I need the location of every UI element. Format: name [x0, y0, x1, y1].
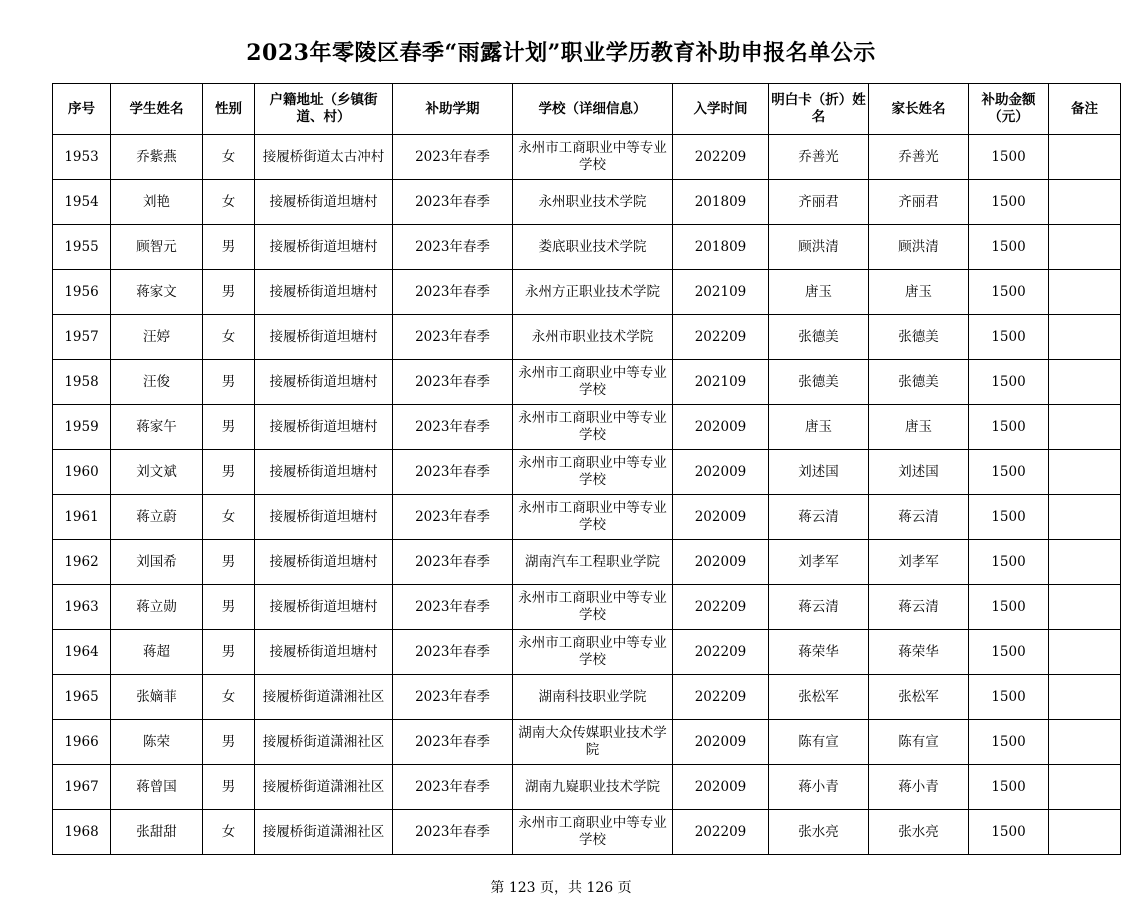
table-row [53, 135, 1121, 180]
table-row [53, 540, 1121, 585]
cell-subsidy-term: 2023年春季 [393, 450, 513, 495]
cell-school: 永州市工商职业中等专业学校 [513, 450, 673, 495]
cell-subsidy-amount: 1500 [969, 585, 1049, 630]
table-row [53, 765, 1121, 810]
cell-subsidy-amount: 1500 [969, 720, 1049, 765]
table-body [53, 135, 1121, 855]
cell-subsidy-term: 2023年春季 [393, 765, 513, 810]
table-row [53, 450, 1121, 495]
cell-enrollment-time: 202109 [673, 270, 769, 315]
cell-card-holder-name: 张松军 [769, 675, 869, 720]
cell-subsidy-amount: 1500 [969, 360, 1049, 405]
cell-household-address: 接履桥街道坦塘村 [255, 495, 393, 540]
cell-subsidy-amount: 1500 [969, 315, 1049, 360]
cell-gender: 男 [203, 765, 255, 810]
cell-remark [1049, 225, 1121, 270]
table-row [53, 315, 1121, 360]
cell-household-address: 接履桥街道坦塘村 [255, 180, 393, 225]
cell-index: 1955 [53, 225, 111, 270]
cell-student-name: 蒋家文 [111, 270, 203, 315]
cell-student-name: 张甜甜 [111, 810, 203, 855]
cell-parent-name: 蒋云清 [869, 585, 969, 630]
cell-index: 1960 [53, 450, 111, 495]
cell-card-holder-name: 蒋云清 [769, 495, 869, 540]
cell-student-name: 蒋超 [111, 630, 203, 675]
page-title: 2023年零陵区春季“雨露计划”职业学历教育补助申报名单公示 [246, 40, 876, 66]
cell-card-holder-name: 刘述国 [769, 450, 869, 495]
cell-household-address: 接履桥街道坦塘村 [255, 540, 393, 585]
cell-subsidy-term: 2023年春季 [393, 810, 513, 855]
cell-subsidy-term: 2023年春季 [393, 315, 513, 360]
cell-subsidy-amount: 1500 [969, 450, 1049, 495]
cell-gender: 男 [203, 540, 255, 585]
cell-index: 1953 [53, 135, 111, 180]
cell-household-address: 接履桥街道潇湘社区 [255, 810, 393, 855]
table-row [53, 720, 1121, 765]
cell-school: 娄底职业技术学院 [513, 225, 673, 270]
cell-student-name: 顾智元 [111, 225, 203, 270]
cell-school: 永州方正职业技术学院 [513, 270, 673, 315]
cell-household-address: 接履桥街道潇湘社区 [255, 675, 393, 720]
cell-index: 1968 [53, 810, 111, 855]
cell-remark [1049, 360, 1121, 405]
cell-student-name: 乔紫燕 [111, 135, 203, 180]
table-row [53, 675, 1121, 720]
cell-parent-name: 蒋荣华 [869, 630, 969, 675]
column-header-school: 学校（详细信息） [513, 84, 673, 135]
cell-card-holder-name: 蒋小青 [769, 765, 869, 810]
column-header-parent-name: 家长姓名 [869, 84, 969, 135]
cell-index: 1961 [53, 495, 111, 540]
cell-subsidy-term: 2023年春季 [393, 495, 513, 540]
cell-school: 永州市工商职业中等专业学校 [513, 360, 673, 405]
cell-enrollment-time: 201809 [673, 225, 769, 270]
table-row [53, 225, 1121, 270]
cell-subsidy-term: 2023年春季 [393, 540, 513, 585]
cell-student-name: 蒋家午 [111, 405, 203, 450]
table-row [53, 270, 1121, 315]
cell-subsidy-amount: 1500 [969, 765, 1049, 810]
cell-parent-name: 蒋小青 [869, 765, 969, 810]
cell-gender: 男 [203, 405, 255, 450]
cell-school: 永州市工商职业中等专业学校 [513, 630, 673, 675]
table-row [53, 180, 1121, 225]
cell-subsidy-amount: 1500 [969, 810, 1049, 855]
cell-remark [1049, 180, 1121, 225]
cell-parent-name: 张德美 [869, 315, 969, 360]
cell-school: 永州市职业技术学院 [513, 315, 673, 360]
cell-remark [1049, 405, 1121, 450]
cell-gender: 男 [203, 360, 255, 405]
cell-enrollment-time: 202209 [673, 315, 769, 360]
cell-parent-name: 张德美 [869, 360, 969, 405]
cell-gender: 女 [203, 135, 255, 180]
cell-parent-name: 陈有宣 [869, 720, 969, 765]
cell-enrollment-time: 202009 [673, 765, 769, 810]
cell-enrollment-time: 202009 [673, 405, 769, 450]
table-container [0, 83, 1122, 855]
cell-enrollment-time: 202009 [673, 720, 769, 765]
cell-school: 湖南大众传媒职业技术学院 [513, 720, 673, 765]
cell-index: 1954 [53, 180, 111, 225]
cell-gender: 男 [203, 450, 255, 495]
cell-index: 1963 [53, 585, 111, 630]
cell-student-name: 汪婷 [111, 315, 203, 360]
column-header-student-name: 学生姓名 [111, 84, 203, 135]
cell-subsidy-amount: 1500 [969, 630, 1049, 675]
cell-parent-name: 齐丽君 [869, 180, 969, 225]
cell-student-name: 刘艳 [111, 180, 203, 225]
cell-enrollment-time: 202209 [673, 810, 769, 855]
cell-enrollment-time: 202109 [673, 360, 769, 405]
column-header-remark: 备注 [1049, 84, 1121, 135]
cell-gender: 女 [203, 315, 255, 360]
cell-parent-name: 张水亮 [869, 810, 969, 855]
cell-card-holder-name: 唐玉 [769, 270, 869, 315]
cell-subsidy-term: 2023年春季 [393, 270, 513, 315]
cell-enrollment-time: 202009 [673, 540, 769, 585]
cell-remark [1049, 540, 1121, 585]
cell-household-address: 接履桥街道坦塘村 [255, 360, 393, 405]
cell-index: 1964 [53, 630, 111, 675]
cell-school: 湖南汽车工程职业学院 [513, 540, 673, 585]
cell-student-name: 蒋立勋 [111, 585, 203, 630]
cell-index: 1962 [53, 540, 111, 585]
cell-parent-name: 刘孝军 [869, 540, 969, 585]
cell-subsidy-term: 2023年春季 [393, 675, 513, 720]
cell-gender: 男 [203, 720, 255, 765]
cell-subsidy-amount: 1500 [969, 540, 1049, 585]
cell-school: 永州市工商职业中等专业学校 [513, 810, 673, 855]
cell-subsidy-amount: 1500 [969, 405, 1049, 450]
cell-student-name: 汪俊 [111, 360, 203, 405]
cell-subsidy-amount: 1500 [969, 270, 1049, 315]
cell-remark [1049, 495, 1121, 540]
cell-card-holder-name: 乔善光 [769, 135, 869, 180]
subsidy-applicants-table [52, 83, 1121, 855]
cell-enrollment-time: 202209 [673, 135, 769, 180]
cell-index: 1958 [53, 360, 111, 405]
cell-gender: 女 [203, 180, 255, 225]
cell-subsidy-term: 2023年春季 [393, 225, 513, 270]
cell-gender: 男 [203, 630, 255, 675]
table-header [53, 84, 1121, 135]
cell-subsidy-term: 2023年春季 [393, 135, 513, 180]
cell-card-holder-name: 张德美 [769, 360, 869, 405]
cell-gender: 女 [203, 495, 255, 540]
cell-gender: 男 [203, 585, 255, 630]
cell-card-holder-name: 张水亮 [769, 810, 869, 855]
cell-student-name: 陈荣 [111, 720, 203, 765]
column-header-subsidy-amount: 补助金额（元） [969, 84, 1049, 135]
table-row [53, 585, 1121, 630]
cell-card-holder-name: 陈有宣 [769, 720, 869, 765]
cell-index: 1956 [53, 270, 111, 315]
cell-subsidy-amount: 1500 [969, 495, 1049, 540]
cell-remark [1049, 630, 1121, 675]
cell-household-address: 接履桥街道坦塘村 [255, 270, 393, 315]
column-header-subsidy-term: 补助学期 [393, 84, 513, 135]
cell-enrollment-time: 202209 [673, 585, 769, 630]
cell-parent-name: 刘述国 [869, 450, 969, 495]
cell-remark [1049, 765, 1121, 810]
cell-household-address: 接履桥街道坦塘村 [255, 405, 393, 450]
cell-card-holder-name: 刘孝军 [769, 540, 869, 585]
cell-student-name: 蒋曾国 [111, 765, 203, 810]
cell-household-address: 接履桥街道坦塘村 [255, 450, 393, 495]
cell-household-address: 接履桥街道潇湘社区 [255, 720, 393, 765]
column-header-enrollment-time: 入学时间 [673, 84, 769, 135]
cell-card-holder-name: 蒋云清 [769, 585, 869, 630]
cell-school: 永州市工商职业中等专业学校 [513, 405, 673, 450]
cell-school: 永州市工商职业中等专业学校 [513, 585, 673, 630]
cell-household-address: 接履桥街道太古冲村 [255, 135, 393, 180]
cell-school: 湖南九嶷职业技术学院 [513, 765, 673, 810]
cell-school: 永州市工商职业中等专业学校 [513, 495, 673, 540]
cell-school: 永州市工商职业中等专业学校 [513, 135, 673, 180]
cell-remark [1049, 270, 1121, 315]
cell-card-holder-name: 张德美 [769, 315, 869, 360]
cell-household-address: 接履桥街道坦塘村 [255, 315, 393, 360]
cell-index: 1966 [53, 720, 111, 765]
table-row [53, 405, 1121, 450]
column-header-card-holder-name: 明白卡（折）姓名 [769, 84, 869, 135]
cell-subsidy-term: 2023年春季 [393, 180, 513, 225]
cell-subsidy-amount: 1500 [969, 225, 1049, 270]
cell-remark [1049, 315, 1121, 360]
cell-card-holder-name: 唐玉 [769, 405, 869, 450]
table-header-row [53, 84, 1121, 135]
cell-index: 1959 [53, 405, 111, 450]
cell-household-address: 接履桥街道潇湘社区 [255, 765, 393, 810]
table-row [53, 495, 1121, 540]
cell-parent-name: 顾洪清 [869, 225, 969, 270]
cell-subsidy-term: 2023年春季 [393, 585, 513, 630]
cell-student-name: 蒋立蔚 [111, 495, 203, 540]
cell-gender: 男 [203, 225, 255, 270]
cell-household-address: 接履桥街道坦塘村 [255, 630, 393, 675]
cell-student-name: 张嫡菲 [111, 675, 203, 720]
table-row [53, 810, 1121, 855]
cell-subsidy-term: 2023年春季 [393, 630, 513, 675]
cell-student-name: 刘国希 [111, 540, 203, 585]
cell-subsidy-term: 2023年春季 [393, 405, 513, 450]
column-header-household-address: 户籍地址（乡镇街道、村） [255, 84, 393, 135]
cell-parent-name: 蒋云清 [869, 495, 969, 540]
cell-enrollment-time: 202209 [673, 675, 769, 720]
cell-remark [1049, 675, 1121, 720]
cell-school: 湖南科技职业学院 [513, 675, 673, 720]
cell-gender: 女 [203, 810, 255, 855]
cell-enrollment-time: 201809 [673, 180, 769, 225]
cell-parent-name: 唐玉 [869, 405, 969, 450]
cell-enrollment-time: 202009 [673, 495, 769, 540]
cell-remark [1049, 720, 1121, 765]
cell-remark [1049, 810, 1121, 855]
cell-subsidy-amount: 1500 [969, 135, 1049, 180]
cell-subsidy-term: 2023年春季 [393, 720, 513, 765]
cell-gender: 男 [203, 270, 255, 315]
table-row [53, 630, 1121, 675]
cell-card-holder-name: 蒋荣华 [769, 630, 869, 675]
cell-household-address: 接履桥街道坦塘村 [255, 585, 393, 630]
table-row [53, 360, 1121, 405]
cell-student-name: 刘文斌 [111, 450, 203, 495]
cell-index: 1967 [53, 765, 111, 810]
cell-enrollment-time: 202009 [673, 450, 769, 495]
page-footer: 第 123 页，共 126 页 [490, 880, 632, 896]
cell-subsidy-amount: 1500 [969, 675, 1049, 720]
cell-parent-name: 乔善光 [869, 135, 969, 180]
cell-card-holder-name: 顾洪清 [769, 225, 869, 270]
column-header-gender: 性别 [203, 84, 255, 135]
cell-remark [1049, 585, 1121, 630]
cell-subsidy-amount: 1500 [969, 180, 1049, 225]
cell-index: 1957 [53, 315, 111, 360]
cell-index: 1965 [53, 675, 111, 720]
cell-gender: 女 [203, 675, 255, 720]
cell-household-address: 接履桥街道坦塘村 [255, 225, 393, 270]
cell-parent-name: 唐玉 [869, 270, 969, 315]
cell-remark [1049, 450, 1121, 495]
cell-card-holder-name: 齐丽君 [769, 180, 869, 225]
cell-subsidy-term: 2023年春季 [393, 360, 513, 405]
column-header-index: 序号 [53, 84, 111, 135]
cell-school: 永州职业技术学院 [513, 180, 673, 225]
cell-parent-name: 张松军 [869, 675, 969, 720]
cell-enrollment-time: 202209 [673, 630, 769, 675]
cell-remark [1049, 135, 1121, 180]
